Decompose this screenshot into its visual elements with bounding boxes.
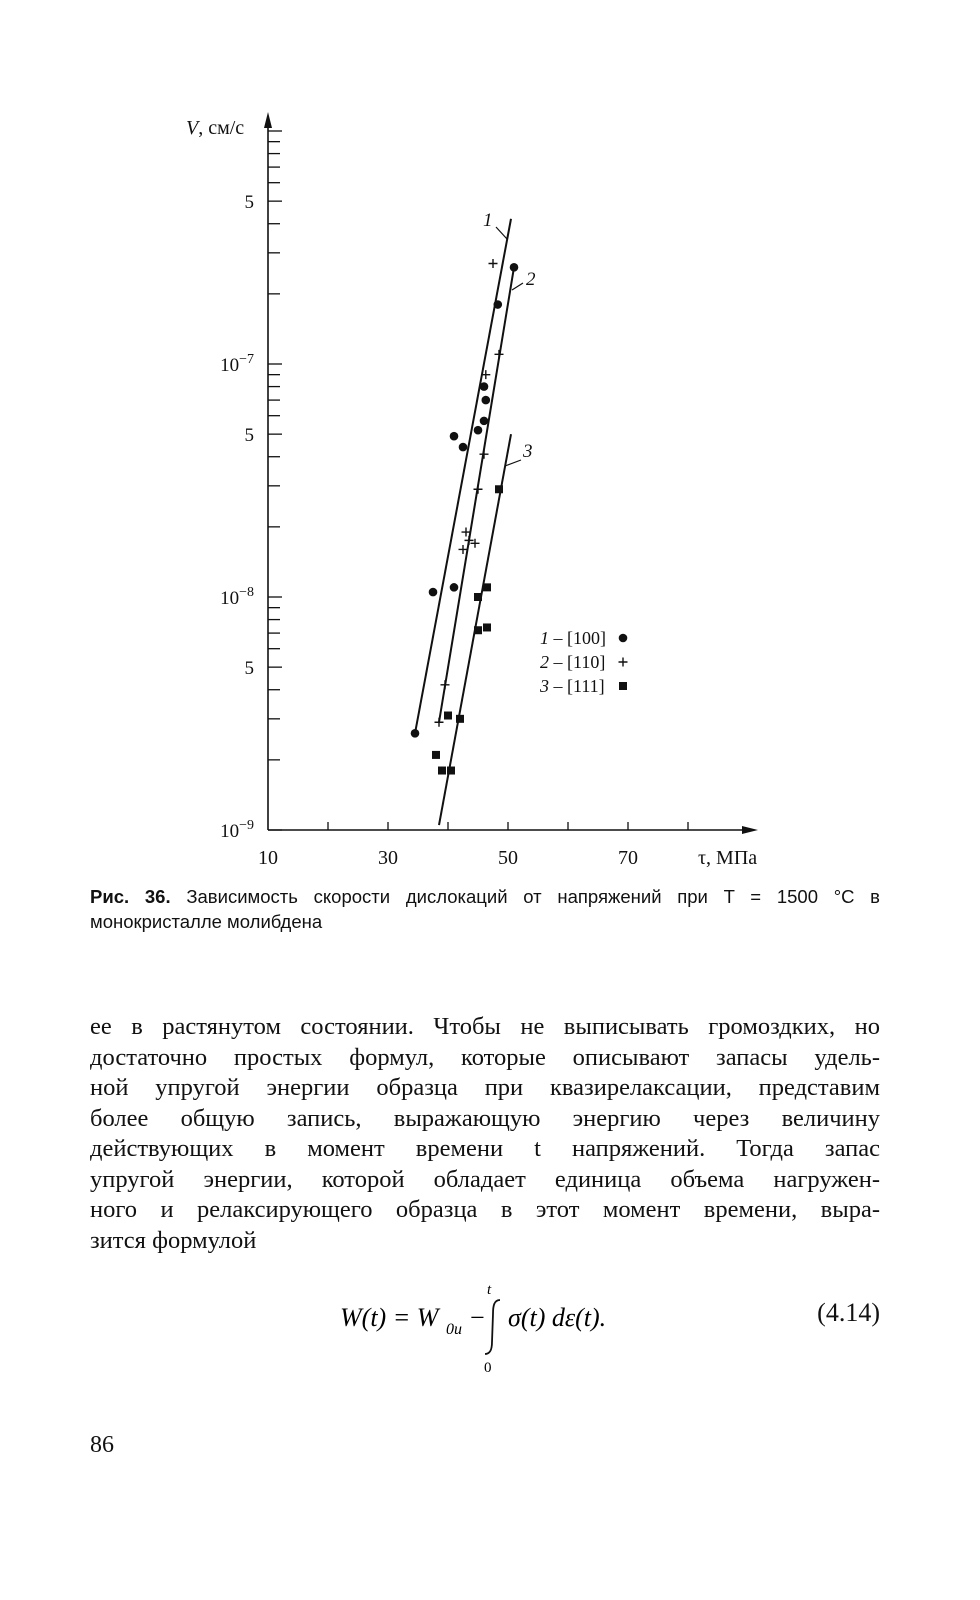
body-line: действующих в момент времени t напряжений. Тогда запас [90,1135,880,1162]
body-line: ее в растянутом состоянии. Чтобы не выписывать громоздких, но [90,1013,880,1040]
fit-line-1 [415,219,511,734]
equation-number: (4.14) [817,1298,880,1327]
body-line: достаточно простых формул, которые описывают запасы удель- [90,1043,880,1071]
body-line: ного и релаксирующего образца в этот момент времени, выра- [90,1196,880,1223]
data-point-circle [459,443,468,452]
y-axis-arrow [264,112,272,128]
data-point-square [456,715,464,723]
data-point-plus [441,680,450,689]
legend-entry-text: 3 – [111] [540,676,605,696]
page-number: 86 [90,1432,114,1458]
legend-entry-text: 1 – [100] [540,628,606,648]
y-tick-label: $10^{-9}$ [220,818,254,842]
equation-minus: − [470,1303,485,1332]
legend-marker-square [619,682,627,690]
line-label-leader [512,283,523,290]
equation-subscript: 0u [446,1321,462,1338]
data-point-circle [510,263,519,272]
x-tick-label: 70 [618,847,638,869]
y-tick-label: 5 [244,658,254,680]
data-point-circle [480,417,489,426]
body-line: зится формулой [90,1226,257,1254]
data-point-square [483,623,491,631]
data-point-plus [495,350,504,359]
data-point-circle [450,583,459,592]
data-point-plus [480,450,489,459]
figure-caption [90,884,880,934]
data-point-square [438,767,446,775]
data-point-square [483,583,491,591]
x-tick-label: 50 [498,847,518,869]
data-point-circle [480,382,489,391]
chart-legend [539,628,628,696]
equation-4-14 [90,1280,880,1380]
caption-text: Зависимость скорости дислокаций от напряжений при T = 1500 °C в монокристалле молибдена [90,886,881,932]
data-point-square [447,767,455,775]
caption-label: Рис. 36. [90,886,171,907]
fit-line-2 [439,267,514,722]
y-tick-label: $10^{-8}$ [220,585,254,609]
y-tick-label: 5 [244,425,254,447]
line-label-3: 3 [523,441,533,462]
data-point-circle [429,588,438,597]
line-label-2: 2 [526,269,536,290]
legend-entry-text: 2 – [110] [540,652,606,672]
integral-upper-limit: t [487,1282,492,1298]
data-point-circle [494,300,503,309]
line-label-leader [505,460,521,466]
chart-labels [186,117,757,869]
equation-integrand: σ(t) dε(t). [508,1303,607,1332]
equation-body [340,1280,760,1380]
integral-lower-limit: 0 [484,1360,492,1376]
data-point-circle [474,426,483,435]
body-line: более общую запись, выражающую энергию через величину [90,1104,880,1132]
x-axis-arrow [742,826,758,834]
line-label-leader [496,227,507,239]
data-point-circle [450,432,459,441]
integral-sign [485,1300,500,1354]
data-point-square [474,593,482,601]
equation-lhs: W(t) = W [340,1303,439,1332]
data-point-circle [411,729,420,738]
x-tick-label: 10 [258,847,278,869]
chart-fit-lines [415,219,514,825]
body-paragraph [90,1012,880,1256]
data-point-plus [489,259,498,268]
data-point-square [495,485,503,493]
data-point-square [432,751,440,759]
body-line: упругой энергии, которой обладает единица объема нагружен- [90,1165,880,1193]
line-label-1: 1 [483,210,493,231]
data-point-plus [474,485,483,494]
data-point-plus [435,718,444,727]
legend-marker-plus [619,658,628,667]
data-point-square [474,626,482,634]
x-tick-label: 30 [378,847,398,869]
x-axis-label: τ, МПа [698,847,758,869]
y-tick-label: $10^{-7}$ [220,352,254,376]
data-point-square [444,712,452,720]
y-tick-label: 5 [244,192,254,214]
y-axis-label: V, см/с [186,117,245,139]
body-line: ной упругой энергии образца при квазирелаксации, представим [90,1074,880,1101]
legend-marker-circle [619,634,628,643]
data-point-circle [482,396,491,405]
